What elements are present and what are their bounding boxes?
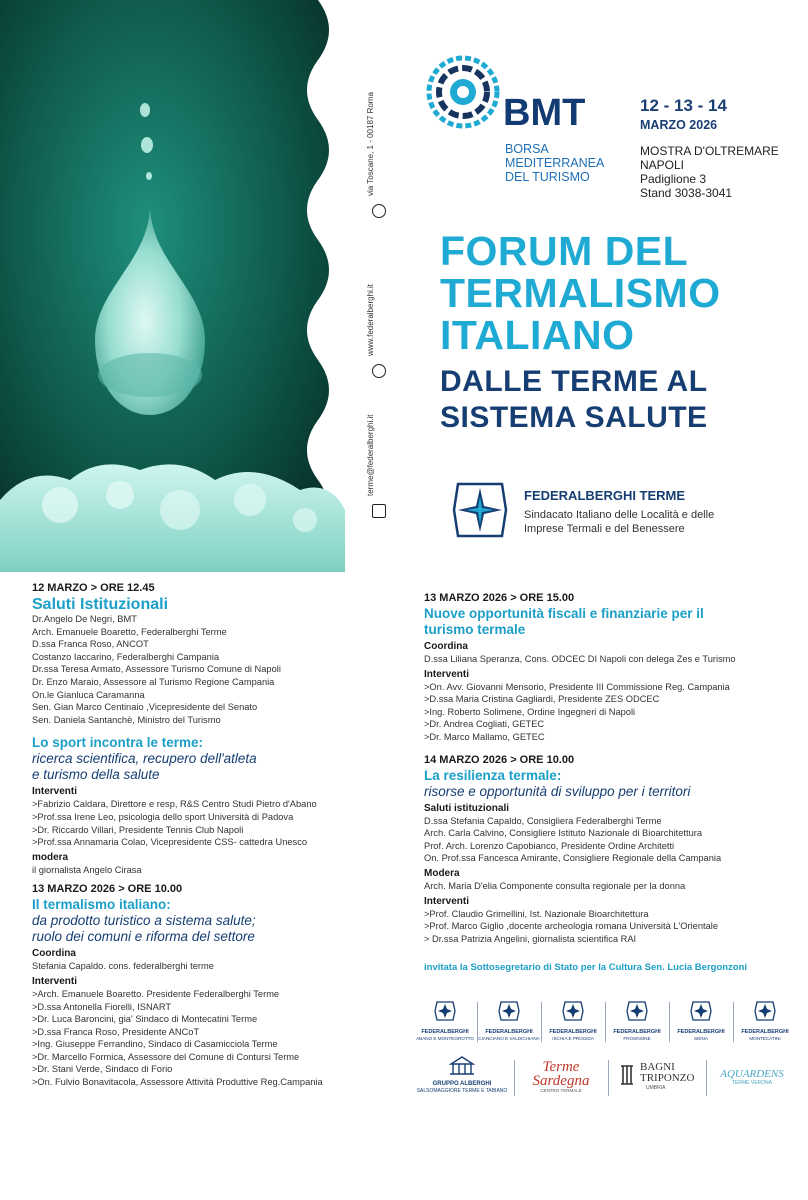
speaker-line: D.ssa Stefania Capaldo, Consigliera Federalberghi Terme: [424, 815, 662, 826]
speaker-line: >Arch. Emanuele Boaretto. Presidente Federalberghi Terme: [32, 988, 280, 999]
section-label: Interventi: [32, 786, 78, 798]
speaker-line: >D.ssa Franca Roso, Presidente ANCoT: [32, 1026, 200, 1037]
speaker-line: >D.ssa Maria Cristina Gagliardi, Presidente ZES ODCEC: [424, 694, 660, 705]
speaker-line: >Prof. Marco Giglio ,docente archeologia romana Università L'Orientale: [424, 921, 719, 932]
address-text: via Toscane, 1 - 00187 Roma: [366, 92, 375, 196]
speaker-line: >Ing. Roberto Solimene, Ordine Ingegneri di Napoli: [424, 706, 636, 717]
event-dates: 12 - 13 - 14: [640, 96, 727, 115]
section-label: Saluti istituzionali: [424, 802, 510, 814]
website-link[interactable]: www.federalberghi.it: [366, 283, 375, 356]
speaker-line: On.le Gianluca Caramanna: [32, 689, 145, 700]
session-subtitle: ruolo dei comuni e riforma del settore: [32, 929, 255, 945]
section-label: Modera: [424, 867, 460, 879]
federalberghi-chianciano-logo: FEDERALBERGHI CIANCIANO E VALDICHIANA: [478, 998, 540, 1048]
email-link[interactable]: terme@federalberghi.it: [366, 414, 375, 496]
speaker-line: >Dr. Riccardo Villari, Presidente Tennis Club Napoli: [32, 824, 244, 835]
speaker-line: Sen. Gian Marco Centinaio ,Vicepresidente del Senato: [32, 702, 258, 713]
compass-star-icon: [434, 1000, 456, 1022]
federalberghi-title: FEDERALBERGHI TERME: [524, 488, 686, 503]
invitation-note: invitata la Sottosegretario di Stato per la Cultura Sen. Lucia Bergonzoni: [424, 962, 748, 973]
speaker-line: D.ssa Franca Roso, ANCOT: [32, 639, 149, 650]
hero-water-drop-image: [0, 0, 360, 572]
contact-strip: [360, 0, 400, 572]
speaker-line: Arch. Carla Calvino, Consigliere Istituto Nazionale di Bioarchitettura: [424, 828, 703, 839]
federalberghi-logos-row: [414, 998, 794, 1048]
speaker-line: Dr.ssa Teresa Armato, Assessore Turismo Comune di Napoli: [32, 664, 281, 675]
speaker-line: >On. Fulvio Bonavitacola, Assessore Attività Produttive Reg.Campania: [32, 1077, 323, 1088]
event-month: MARZO 2026: [640, 118, 718, 132]
title-line: FORUM DEL: [440, 228, 689, 274]
bmt-sub-line: BORSA: [505, 142, 549, 156]
speaker-line: On. Prof.ssa Fancesca Amirante, Consigliere Regionale della Campania: [424, 853, 722, 864]
terme-sardegna-logo: Terme Sardegna CENTRO TERMALE: [532, 1059, 590, 1093]
session-title: Il termalismo italiano:: [32, 897, 171, 913]
federalberghi-siena-logo: FEDERALBERGHI SIENA: [670, 998, 732, 1048]
compass-star-icon: [562, 1000, 584, 1022]
session-title: turismo termale: [424, 622, 526, 637]
speaker-line: >D.ssa Antonella Fiorelli, ISNART: [32, 1001, 172, 1012]
mail-icon: [372, 504, 386, 518]
speaker-list: [32, 613, 402, 726]
venue-line: NAPOLI: [640, 158, 685, 172]
speaker-line: Arch. Emanuele Boaretto, Federalberghi Terme: [32, 626, 227, 637]
speaker-line: Prof. Arch. Lorenzo Capobianco, Presidente Ordine Architetti: [424, 840, 675, 851]
subtitle-line: DALLE TERME AL: [440, 365, 708, 398]
venue-line: Padiglione 3: [640, 172, 707, 186]
federalberghi-frosinone-logo: FEDERALBERGHI FROSINONE: [606, 998, 668, 1048]
bagni-triponzo-logo: BAGNI TRIPONZO UMBRIA: [612, 1054, 704, 1104]
subtitle-line: SISTEMA SALUTE: [440, 401, 708, 434]
speaker-line: >Fabrizio Caldara, Direttore e resp, R&S Centro Studi Pietro d'Abano: [32, 799, 317, 810]
bmt-title: BMT: [503, 92, 586, 134]
compass-star-icon: [498, 1000, 520, 1022]
speaker-line: >On. Avv. Giovanni Mensorio, Presidente III Commissione Reg. Campania: [424, 681, 730, 692]
bmt-header: [415, 52, 795, 212]
bmt-sub-line: MEDITERRANEA: [505, 156, 605, 170]
speaker-line: >Prof.ssa Annamaria Colao, Vicepresidente CSS- cattedra Unesco: [32, 837, 308, 848]
session-subtitle: e turismo della salute: [32, 767, 160, 783]
coordinator-line: Stefania Capaldo. cons. federalberghi terme: [32, 961, 214, 972]
globe-icon: [372, 364, 386, 378]
speaker-line: Dr. Enzo Maraio, Assessore al Turismo Regione Campania: [32, 676, 275, 687]
pillar-icon: [620, 1064, 634, 1086]
session-subtitle: ricerca scientifica, recupero dell'atleta: [32, 751, 257, 767]
federalberghi-ischia-logo: FEDERALBERGHI ISCHIA E PROCIDA: [542, 998, 604, 1048]
session-subtitle: risorse e opportunità di sviluppo per i territori: [424, 783, 691, 799]
speaker-line: >Dr. Marco Mallamo, GETEC: [424, 731, 545, 742]
compass-star-icon: [754, 1000, 776, 1022]
program-right-column: [424, 592, 804, 945]
session-date: 14 MARZO 2026 > ORE 10.00: [424, 753, 575, 766]
session-date: 12 MARZO > ORE 12.45: [32, 582, 155, 594]
session-date: 13 MARZO 2026 > ORE 10.00: [32, 883, 183, 896]
moderator-line: Arch. Maria D'elia Componente consulta regionale per la donna: [424, 880, 686, 891]
section-label: Interventi: [424, 895, 470, 907]
title-line: ITALIANO: [440, 312, 635, 358]
session-date: 13 MARZO 2026 > ORE 15.00: [424, 592, 575, 604]
compass-star-icon: [690, 1000, 712, 1022]
session-title: La resilienza termale:: [424, 767, 562, 783]
speaker-line: >Dr. Andrea Cogliati, GETEC: [424, 719, 545, 730]
partner-logos-row: [414, 1054, 794, 1104]
speaker-line: >Dr. Luca Baroncini, gia' Sindaco di Montecatini Terme: [32, 1014, 258, 1025]
federalberghi-sub: Imprese Termali e del Benessere: [524, 523, 685, 535]
spa-building-icon: [447, 1054, 477, 1076]
session-title: Lo sport incontra le terme:: [32, 735, 204, 751]
venue-line: MOSTRA D'OLTREMARE: [640, 144, 779, 158]
federalberghi-sub: Sindacato Italiano delle Località e delle: [524, 509, 715, 521]
venue-line: Stand 3038-3041: [640, 186, 733, 200]
federalberghi-montecatini-logo: FEDERALBERGHI MONTECATINI: [734, 998, 796, 1048]
session-title: Nuove opportunità fiscali e finanziarie per il: [424, 606, 704, 621]
section-label: Coordina: [32, 948, 76, 960]
title-line: TERMALISMO: [440, 270, 721, 316]
speaker-line: > Dr.ssa Patrizia Angelini, giornalista scientifica RAI: [424, 933, 637, 944]
section-label: Interventi: [32, 975, 78, 987]
coordinator-line: D.ssa Liliana Speranza, Cons. ODCEC DI Napoli con delega Zes e Turismo: [424, 654, 736, 664]
section-label: Coordina: [424, 641, 468, 652]
program-left-column: [32, 582, 402, 1089]
speaker-line: >Prof.ssa Irene Leo, psicologia dello sport Università di Padova: [32, 811, 294, 822]
session-subtitle: da prodotto turistico a sistema salute;: [32, 913, 256, 929]
section-label: modera: [32, 851, 69, 863]
speaker-line: >Dr. Stani Verde, Sindaco di Forio: [32, 1064, 173, 1075]
compass-star-logo-icon: [448, 478, 512, 542]
bmt-sub-line: DEL TURISMO: [505, 170, 590, 184]
forum-subtitle: [440, 364, 780, 436]
compass-star-icon: [626, 1000, 648, 1022]
moderator-line: il giornalista Angelo Cirasa: [32, 864, 142, 875]
location-pin-icon: [372, 204, 386, 218]
bmt-logo-icon: [415, 52, 515, 132]
session-title: Saluti Istituzionali: [32, 596, 169, 613]
speaker-line: >Dr. Marcello Formica, Assessore del Comune di Contursi Terme: [32, 1051, 300, 1062]
federalberghi-abano-logo: FEDERALBERGHI ABANO E MONTEGROTTO: [414, 998, 476, 1048]
aquardens-logo: AQUARDENS TERME VERONA: [720, 1068, 784, 1086]
gruppo-alberghi-logo: GRUPPO ALBERGHI SALSOMAGGIORE TERME E TABIANO: [414, 1054, 510, 1104]
speaker-line: Dr.Angelo De Negri, BMT: [32, 614, 137, 624]
federalberghi-terme-brand: [448, 478, 788, 548]
speaker-line: Sen. Daniela Santanchè, Ministro del Turismo: [32, 714, 221, 725]
speaker-line: >Ing. Giuseppe Ferrandino, Sindaco di Casamicciola Terme: [32, 1039, 278, 1050]
speaker-line: >Prof. Claudio Grimellini, Ist. Nazionale Bioarchitettura: [424, 908, 649, 919]
section-label: Interventi: [424, 668, 470, 680]
speaker-line: Costanzo Iaccarino, Federalberghi Campania: [32, 651, 220, 662]
forum-title: [440, 230, 780, 356]
